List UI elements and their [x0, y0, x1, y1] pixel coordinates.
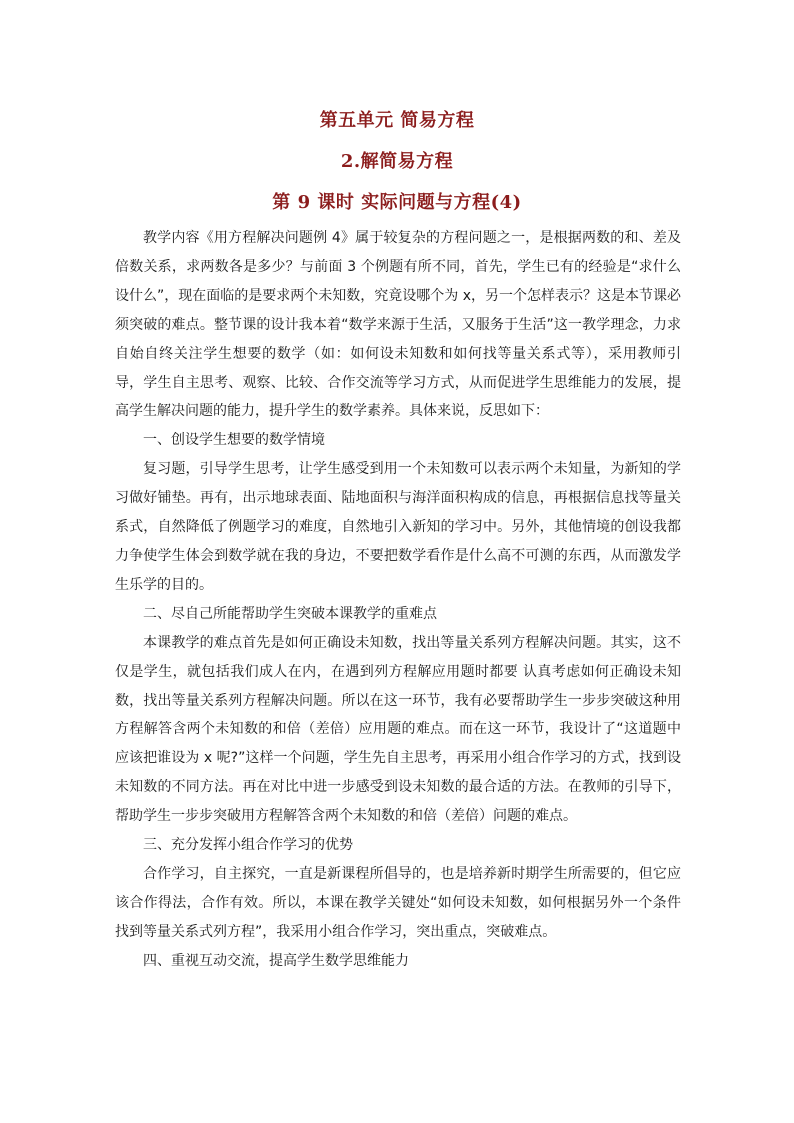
section-heading-1: 一、创设学生想要的数学情境: [143, 432, 325, 449]
paragraph-1: 复习题，引导学生思考，让学生感受到用一个未知数可以表示两个未知量，为新知的学习做好铺垫。再有，出示地球表面、陆地面积与海洋面积构成的信息，再根据信息找等量关系式，自然降低了例题学习的难度，自然地引入新知的学习中。另外，其他情境的创设我都力争使学生体会到数学就在我的身边，不要把数学看作是什么高不可测的东西，从而激发学生乐学的目的。: [115, 461, 681, 593]
section-title: 2.解简易方程: [340, 151, 454, 172]
unit-title: 第五单元 简易方程: [319, 110, 475, 131]
intro-paragraph: 教学内容《用方程解决问题例 4》属于较复杂的方程问题之一，是根据两数的和、差及倍数关系，求两数各是多少？与前面 3 个例题有所不同，首先，学生已有的经验是“求什么设什么”，现在面临的是要求两个未知数，究竟设哪个为 x，另一个怎样表示？这是本节课必须突破的难点。整节课的设计我本着“数学来源于生活，又服务于生活”这一教学理念，力求自始自终关注学生想要的数学（如：如何设未知数和如何找等量关系式等），采用教师引导，学生自主思考、观察、比较、合作交流等学习方式，从而促进学生思维能力的发展，提高学生解决问题的能力，提升学生的数学素养。具体来说，反思如下：: [115, 230, 681, 420]
lesson-title: 第 9 课时 实际问题与方程(4): [272, 192, 522, 213]
section-heading-2: 二、尽自己所能帮助学生突破本课教学的重难点: [143, 605, 437, 622]
title-block: [0, 100, 794, 223]
paragraph-3: 合作学习，自主探究，一直是新课程所倡导的，也是培养新时期学生所需要的，但它应该合作得法，合作有效。所以，本课在教学关键处“如何设未知数，如何根据另外一个条件找到等量关系式列方程”，我采用小组合作学习，突出重点，突破难点。: [115, 865, 681, 940]
section-heading-4: 四、重视互动交流，提高学生数学思维能力: [143, 952, 409, 969]
document-body: [115, 224, 681, 976]
paragraph-2: 本课教学的难点首先是如何正确设未知数，找出等量关系列方程解决问题。其实，这不仅是学生，就包括我们成人在内，在遇到列方程解应用题时都要 认真考虑如何正确设未知数，找出等量关系列方程解决问题。所以在这一环节，我有必要帮助学生一步步突破这种用方程解答含两个未知数的和倍（差倍）应用题的难点。而在这一环节，我设计了“这道题中应该把谁设为 x 呢?”这样一个问题，学生先自主思考，再采用小组合作学习的方式，找到设未知数的不同方法。再在对比中进一步感受到设未知数的最合适的方法。在教师的引导下，帮助学生一步步突破用方程解答含两个未知数的和倍（差倍）问题的难点。: [115, 634, 681, 825]
section-heading-3: 三、充分发挥小组合作学习的优势: [143, 837, 353, 854]
